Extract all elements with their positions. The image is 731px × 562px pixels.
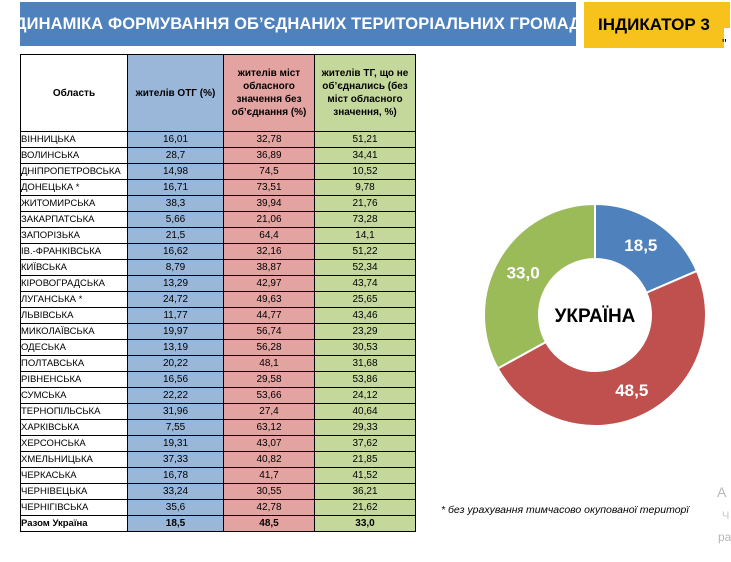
cell-tg: 9,78 <box>315 180 416 196</box>
cell-city: 64,4 <box>224 228 315 244</box>
cell-oblast: ХЕРСОНСЬКА <box>21 436 128 452</box>
donut-chart <box>460 180 730 450</box>
cell-oblast: МИКОЛАЇВСЬКА <box>21 324 128 340</box>
cell-oblast: ЧЕРКАСЬКА <box>21 468 128 484</box>
cell-city: 36,89 <box>224 148 315 164</box>
cell-oblast: КИЇВСЬКА <box>21 260 128 276</box>
table-row <box>21 404 416 420</box>
cell-oblast: РІВНЕНСЬКА <box>21 372 128 388</box>
cell-tg: 41,52 <box>315 468 416 484</box>
table-row <box>21 180 416 196</box>
table-row <box>21 372 416 388</box>
cell-city: 53,66 <box>224 388 315 404</box>
table-row <box>21 388 416 404</box>
indicator-label: ІНДИКАТОР 3 <box>598 15 710 34</box>
cell-tg: 73,28 <box>315 212 416 228</box>
cell-oblast: ВОЛИНСЬКА <box>21 148 128 164</box>
cell-city: 32,16 <box>224 244 315 260</box>
cell-oblast: ХМЕЛЬНИЦЬКА <box>21 452 128 468</box>
cell-otg: 37,33 <box>128 452 224 468</box>
donut-data-label: 18,5 <box>624 236 658 256</box>
cell-tg: 21,85 <box>315 452 416 468</box>
indicator-badge <box>584 2 730 48</box>
total-otg: 18,5 <box>128 516 224 532</box>
cell-otg: 11,77 <box>128 308 224 324</box>
cell-tg: 30,53 <box>315 340 416 356</box>
cell-otg: 21,5 <box>128 228 224 244</box>
cell-oblast: КІРОВОГРАДСЬКА <box>21 276 128 292</box>
table-row <box>21 324 416 340</box>
table-row <box>21 420 416 436</box>
cell-tg: 21,62 <box>315 500 416 516</box>
cell-otg: 16,78 <box>128 468 224 484</box>
cell-otg: 14,98 <box>128 164 224 180</box>
cell-oblast: СУМСЬКА <box>21 388 128 404</box>
donut-center-label: УКРАЇНА <box>554 306 636 327</box>
cell-tg: 52,34 <box>315 260 416 276</box>
cell-otg: 13,19 <box>128 340 224 356</box>
cell-oblast: ЗАПОРІЗЬКА <box>21 228 128 244</box>
cell-otg: 16,71 <box>128 180 224 196</box>
table-row <box>21 436 416 452</box>
cell-tg: 53,86 <box>315 372 416 388</box>
cell-tg: 40,64 <box>315 404 416 420</box>
table-row <box>21 212 416 228</box>
cell-city: 48,1 <box>224 356 315 372</box>
col-header-tg: жителів ТГ, що не об’єднались (без міст обласного значення, %) <box>315 55 416 132</box>
table-row <box>21 196 416 212</box>
cell-tg: 51,22 <box>315 244 416 260</box>
table-row <box>21 228 416 244</box>
cell-tg: 24,12 <box>315 388 416 404</box>
cell-city: 38,87 <box>224 260 315 276</box>
cell-tg: 43,46 <box>315 308 416 324</box>
cell-oblast: ІВ.-ФРАНКІВСЬКА <box>21 244 128 260</box>
cell-otg: 19,31 <box>128 436 224 452</box>
cell-city: 43,07 <box>224 436 315 452</box>
col-header-oblast: Область <box>21 55 128 132</box>
cell-tg: 21,76 <box>315 196 416 212</box>
table-row <box>21 164 416 180</box>
table-row <box>21 148 416 164</box>
cell-city: 44,77 <box>224 308 315 324</box>
cell-otg: 13,29 <box>128 276 224 292</box>
cell-otg: 28,7 <box>128 148 224 164</box>
cell-tg: 29,33 <box>315 420 416 436</box>
table-row <box>21 340 416 356</box>
cell-city: 30,55 <box>224 484 315 500</box>
cell-tg: 51,21 <box>315 132 416 148</box>
cell-city: 29,58 <box>224 372 315 388</box>
ghost-text: Ч <box>722 510 730 522</box>
total-tg: 33,0 <box>315 516 416 532</box>
donut-slice-2 <box>484 204 595 368</box>
cell-tg: 43,74 <box>315 276 416 292</box>
cell-tg: 14,1 <box>315 228 416 244</box>
cell-tg: 25,65 <box>315 292 416 308</box>
table-row <box>21 292 416 308</box>
cell-otg: 24,72 <box>128 292 224 308</box>
cell-city: 73,51 <box>224 180 315 196</box>
footnote: * без урахування тимчасово окупованої територї <box>441 504 689 516</box>
cell-oblast: ЧЕРНІВЕЦЬКА <box>21 484 128 500</box>
table-row <box>21 500 416 516</box>
cell-oblast: ЛЬВІВСЬКА <box>21 308 128 324</box>
cell-otg: 19,97 <box>128 324 224 340</box>
cell-oblast: ДНІПРОПЕТРОВСЬКА <box>21 164 128 180</box>
cell-oblast: ВІННИЦЬКА <box>21 132 128 148</box>
cell-tg: 36,21 <box>315 484 416 500</box>
ghost-text: А <box>717 484 727 500</box>
title-bar <box>14 2 582 46</box>
page-title: ДИНАМІКА ФОРМУВАННЯ ОБ’ЄДНАНИХ ТЕРИТОРІАЛЬНИХ ГРОМАД <box>14 14 582 33</box>
cell-oblast: ПОЛТАВСЬКА <box>21 356 128 372</box>
table-header-row <box>21 55 416 132</box>
cell-oblast: ЖИТОМИРСЬКА <box>21 196 128 212</box>
cell-oblast: ХАРКІВСЬКА <box>21 420 128 436</box>
donut-data-label: 48,5 <box>615 380 649 400</box>
cell-otg: 8,79 <box>128 260 224 276</box>
cell-city: 56,74 <box>224 324 315 340</box>
col-header-city: жителів міст обласного значення без об’єднання (%) <box>224 55 315 132</box>
table-row <box>21 468 416 484</box>
cell-otg: 35,6 <box>128 500 224 516</box>
col-header-otg: жителів ОТГ (%) <box>128 55 224 132</box>
cell-otg: 38,3 <box>128 196 224 212</box>
table-row <box>21 276 416 292</box>
table-body <box>21 132 416 532</box>
cell-city: 63,12 <box>224 420 315 436</box>
cell-oblast: ТЕРНОПІЛЬСЬКА <box>21 404 128 420</box>
cell-city: 39,94 <box>224 196 315 212</box>
cell-otg: 20,22 <box>128 356 224 372</box>
cell-otg: 16,62 <box>128 244 224 260</box>
table-row <box>21 244 416 260</box>
donut-data-label: 33,0 <box>506 263 540 283</box>
cell-otg: 7,55 <box>128 420 224 436</box>
table-row <box>21 356 416 372</box>
cell-city: 74,5 <box>224 164 315 180</box>
cell-otg: 22,22 <box>128 388 224 404</box>
table-row <box>21 260 416 276</box>
cell-oblast: ЛУГАНСЬКА * <box>21 292 128 308</box>
ghost-text: ра <box>718 530 731 544</box>
cell-tg: 31,68 <box>315 356 416 372</box>
cell-city: 49,63 <box>224 292 315 308</box>
cell-otg: 16,56 <box>128 372 224 388</box>
cell-tg: 23,29 <box>315 324 416 340</box>
cell-otg: 31,96 <box>128 404 224 420</box>
table-row <box>21 308 416 324</box>
cell-oblast: ЗАКАРПАТСЬКА <box>21 212 128 228</box>
cell-city: 42,97 <box>224 276 315 292</box>
cell-city: 56,28 <box>224 340 315 356</box>
cell-city: 21,06 <box>224 212 315 228</box>
cell-otg: 5,66 <box>128 212 224 228</box>
cell-city: 27,4 <box>224 404 315 420</box>
cell-city: 42,78 <box>224 500 315 516</box>
table-row <box>21 452 416 468</box>
cell-tg: 34,41 <box>315 148 416 164</box>
cell-otg: 16,01 <box>128 132 224 148</box>
edge-glyph: " <box>722 36 727 51</box>
cell-otg: 33,24 <box>128 484 224 500</box>
cell-tg: 37,62 <box>315 436 416 452</box>
cell-tg: 10,52 <box>315 164 416 180</box>
oblast-table <box>20 54 416 532</box>
table-row <box>21 132 416 148</box>
cell-oblast: ДОНЕЦЬКА * <box>21 180 128 196</box>
total-city: 48,5 <box>224 516 315 532</box>
table-row <box>21 484 416 500</box>
cell-oblast: ОДЕСЬКА <box>21 340 128 356</box>
total-oblast: Разом Україна <box>21 516 128 532</box>
cell-city: 41,7 <box>224 468 315 484</box>
table-total-row <box>21 516 416 532</box>
cell-city: 32,78 <box>224 132 315 148</box>
cell-city: 40,82 <box>224 452 315 468</box>
cell-oblast: ЧЕРНІГІВСЬКА <box>21 500 128 516</box>
